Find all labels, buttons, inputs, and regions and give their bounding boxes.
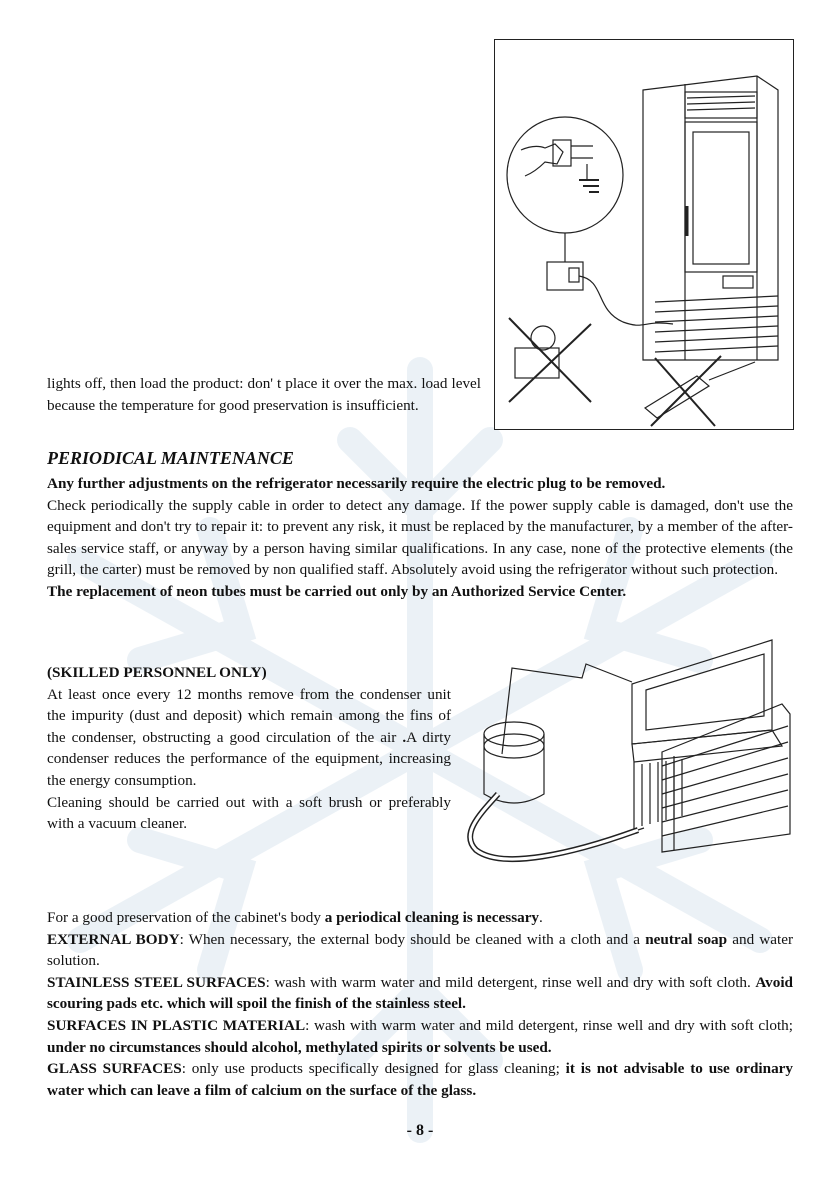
plug-removal-warning: Any further adjustments on the refrigerator necessarily require the electric plug to be removed. [47, 475, 666, 492]
stainless-steel-warning: Avoid scouring pads etc. which will spoil the finish of the stainless steel. [47, 973, 794, 1013]
plastic-text: : wash with warm water and mild detergent, rinse well and dry with soft cloth; [305, 1016, 793, 1034]
cleaning-intro-bold: a periodical cleaning is necessary [324, 909, 540, 926]
glass-text: : only use products specifically designed for glass cleaning; [181, 1060, 566, 1078]
neon-tubes-warning: The replacement of neon tubes must be carried out only by an Authorized Service Center. [47, 582, 627, 600]
glass-label: GLASS SURFACES [47, 1060, 182, 1078]
external-body-paragraph [47, 929, 793, 972]
periodical-maintenance-heading: PERIODICAL MAINTENANCE [47, 448, 294, 468]
glass-paragraph [47, 1058, 793, 1101]
condenser-text: At least once every 12 months remove from the condenser unit the impurity (dust and deposit) which remain among the fins of the condenser, obstructing a good circulation of the air [47, 685, 451, 746]
cleaning-intro [47, 907, 793, 929]
skilled-personnel-heading: (SKILLED PERSONNEL ONLY) [47, 664, 267, 681]
cleaning-section [47, 907, 793, 1101]
plastic-warning: under no circumstances should alcohol, methylated spirits or solvents be used. [47, 1038, 552, 1056]
page-number: - 8 - [406, 1122, 434, 1139]
supply-cable-paragraph: Check periodically the supply cable in order to detect any damage. If the power supply cable is damaged, don't use the equipment and don't try to repair it: to prevent any risk, it must be replaced by the manufacturer, by a member of the after-sales service staff, or anyway by a person having similar qualifications. In any case, none of the protective elements (the grill, the carter) must be removed by non qualified staff. Absolutely avoid using the refrigerator without such protection. [47, 496, 793, 579]
cleaning-intro-text: For a good preservation of the cabinet's body [47, 909, 325, 926]
stainless-steel-label: STAINLESS STEEL SURFACES [47, 973, 266, 991]
condenser-text-2: A dirty condenser reduces the performance of the equipment, increasing the energy consumption. [47, 728, 451, 789]
plastic-label: SURFACES IN PLASTIC MATERIAL [47, 1016, 306, 1034]
stainless-steel-paragraph [47, 972, 793, 1015]
intro-text: lights off, then load the product: don' t place it over the max. load level because the temperature for good preservation is insufficient. [47, 375, 481, 414]
plastic-paragraph [47, 1015, 793, 1058]
external-body-text: : When necessary, the external body should be cleaned with a cloth and a [179, 930, 646, 948]
brush-paragraph: Cleaning should be carried out with a soft brush or preferably with a vacuum cleaner. [47, 793, 451, 833]
external-body-end: and water solution. [47, 930, 794, 970]
neutral-soap-bold: neutral soap [645, 930, 728, 948]
condenser-paragraph [47, 684, 451, 792]
external-body-label: EXTERNAL BODY [47, 930, 180, 948]
condenser-dot: . [402, 728, 407, 746]
intro-paragraph [47, 373, 481, 416]
skilled-personnel-section [47, 662, 451, 835]
glass-warning: it is not advisable to use ordinary water which can leave a film of calcium on the surface of the glass. [47, 1060, 793, 1099]
stainless-steel-text: : wash with warm water and mild detergent, rinse well and dry with soft cloth. [265, 973, 756, 991]
vacuum-cleaner-condenser-illustration [462, 634, 802, 870]
refrigerator-plug-illustration [494, 39, 794, 430]
periodical-maintenance-section [47, 473, 793, 603]
cleaning-intro-end: . [539, 909, 543, 926]
